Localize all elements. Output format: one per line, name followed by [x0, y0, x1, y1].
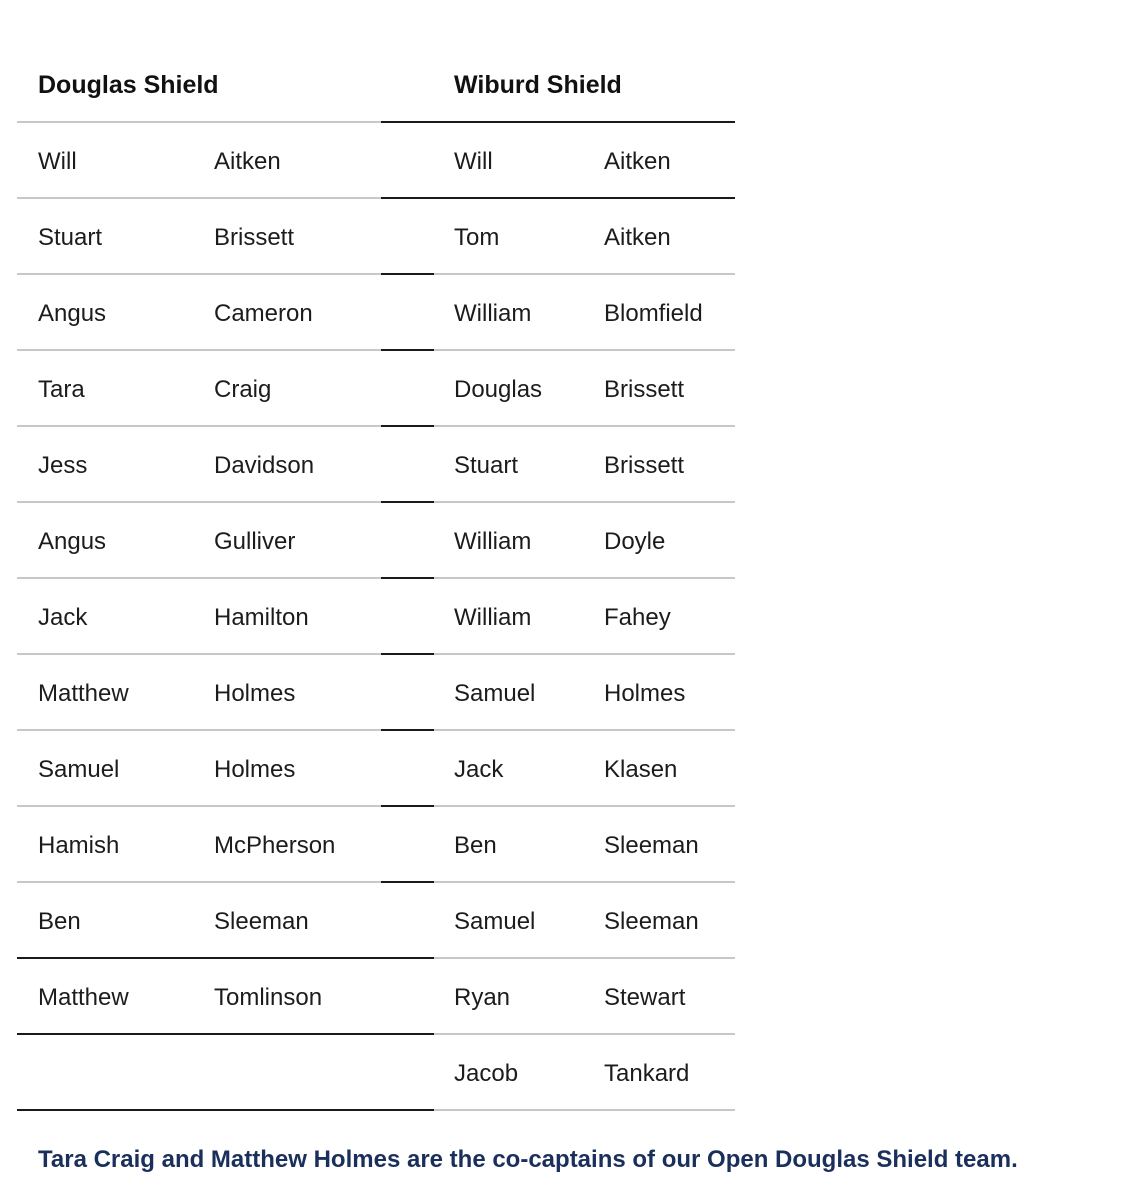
douglas-row-divider — [17, 881, 381, 883]
wiburd-player-first-name: William — [454, 604, 532, 631]
wiburd-player-last-name: Brissett — [604, 376, 685, 403]
douglas-player-last-name: Holmes — [214, 680, 296, 707]
douglas-row-divider — [17, 1033, 434, 1035]
wiburd-shield-heading: Wiburd Shield — [454, 71, 622, 99]
douglas-player-last-name: Hamilton — [214, 604, 309, 631]
wiburd-row-divider — [434, 805, 735, 807]
douglas-player-last-name: Cameron — [214, 300, 313, 327]
wiburd-player-first-name: Samuel — [454, 680, 536, 707]
column-gap-tick — [381, 577, 434, 579]
douglas-row-divider — [17, 197, 381, 199]
douglas-player-first-name: Stuart — [38, 224, 103, 251]
wiburd-player-last-name: Aitken — [604, 148, 671, 175]
douglas-row-divider — [17, 501, 381, 503]
wiburd-row-divider — [434, 957, 735, 959]
column-gap-tick — [381, 273, 434, 275]
douglas-player-last-name: McPherson — [214, 832, 336, 859]
wiburd-player-last-name: Tankard — [604, 1060, 690, 1087]
douglas-row-divider — [17, 653, 381, 655]
douglas-player-last-name: Brissett — [214, 224, 295, 251]
douglas-row-divider — [17, 121, 381, 123]
wiburd-player-first-name: Will — [454, 148, 493, 175]
wiburd-row-divider — [434, 1109, 735, 1111]
douglas-player-first-name: Tara — [38, 376, 85, 403]
douglas-player-first-name: Matthew — [38, 680, 129, 707]
wiburd-player-last-name: Stewart — [604, 984, 686, 1011]
column-gap-tick — [381, 805, 434, 807]
douglas-row-divider — [17, 273, 381, 275]
wiburd-row-divider — [434, 1033, 735, 1035]
douglas-row-divider — [17, 1109, 434, 1111]
wiburd-row-divider — [434, 425, 735, 427]
douglas-player-first-name: Will — [38, 148, 77, 175]
wiburd-player-last-name: Brissett — [604, 452, 685, 479]
douglas-row-divider — [17, 349, 381, 351]
douglas-player-first-name: Samuel — [38, 756, 120, 783]
wiburd-player-last-name: Doyle — [604, 528, 666, 555]
douglas-player-last-name: Davidson — [214, 452, 315, 479]
douglas-row-divider — [17, 805, 381, 807]
wiburd-row-divider — [381, 197, 735, 199]
douglas-player-first-name: Hamish — [38, 832, 120, 859]
captains-note: Tara Craig and Matthew Holmes are the co-captains of our Open Douglas Shield team. — [38, 1146, 1018, 1173]
wiburd-player-last-name: Sleeman — [604, 832, 699, 859]
douglas-row-divider — [17, 729, 381, 731]
wiburd-row-divider — [381, 121, 735, 123]
column-gap-tick — [381, 729, 434, 731]
wiburd-player-first-name: Ben — [454, 832, 497, 859]
douglas-player-first-name: Jess — [38, 452, 88, 479]
douglas-row-divider — [17, 425, 381, 427]
wiburd-player-first-name: Tom — [454, 224, 500, 251]
wiburd-row-divider — [434, 577, 735, 579]
douglas-player-first-name: Ben — [38, 908, 81, 935]
douglas-player-last-name: Sleeman — [214, 908, 309, 935]
wiburd-row-divider — [434, 653, 735, 655]
wiburd-row-divider — [434, 881, 735, 883]
wiburd-player-first-name: Douglas — [454, 376, 543, 403]
wiburd-row-divider — [434, 501, 735, 503]
douglas-player-first-name: Matthew — [38, 984, 129, 1011]
column-gap-tick — [381, 349, 434, 351]
douglas-player-last-name: Gulliver — [214, 528, 296, 555]
wiburd-player-last-name: Aitken — [604, 224, 671, 251]
column-gap-tick — [381, 425, 434, 427]
column-gap-tick — [381, 501, 434, 503]
wiburd-player-last-name: Sleeman — [604, 908, 699, 935]
column-gap-tick — [381, 881, 434, 883]
wiburd-player-first-name: Ryan — [454, 984, 511, 1011]
wiburd-player-last-name: Blomfield — [604, 300, 703, 327]
douglas-row-divider — [17, 577, 381, 579]
wiburd-player-first-name: William — [454, 528, 532, 555]
douglas-player-first-name: Jack — [38, 604, 88, 631]
wiburd-player-first-name: Stuart — [454, 452, 519, 479]
douglas-player-first-name: Angus — [38, 528, 107, 555]
wiburd-player-last-name: Klasen — [604, 756, 678, 783]
wiburd-player-last-name: Holmes — [604, 680, 686, 707]
column-gap-tick — [381, 653, 434, 655]
wiburd-row-divider — [434, 729, 735, 731]
douglas-shield-heading: Douglas Shield — [38, 71, 219, 99]
douglas-player-last-name: Craig — [214, 376, 272, 403]
douglas-player-last-name: Aitken — [214, 148, 281, 175]
wiburd-player-last-name: Fahey — [604, 604, 671, 631]
douglas-player-last-name: Holmes — [214, 756, 296, 783]
douglas-row-divider — [17, 957, 434, 959]
wiburd-player-first-name: Jack — [454, 756, 504, 783]
wiburd-player-first-name: Samuel — [454, 908, 536, 935]
wiburd-player-first-name: Jacob — [454, 1060, 519, 1087]
wiburd-row-divider — [434, 273, 735, 275]
wiburd-player-first-name: William — [454, 300, 532, 327]
douglas-player-first-name: Angus — [38, 300, 107, 327]
douglas-player-last-name: Tomlinson — [214, 984, 323, 1011]
wiburd-row-divider — [434, 349, 735, 351]
